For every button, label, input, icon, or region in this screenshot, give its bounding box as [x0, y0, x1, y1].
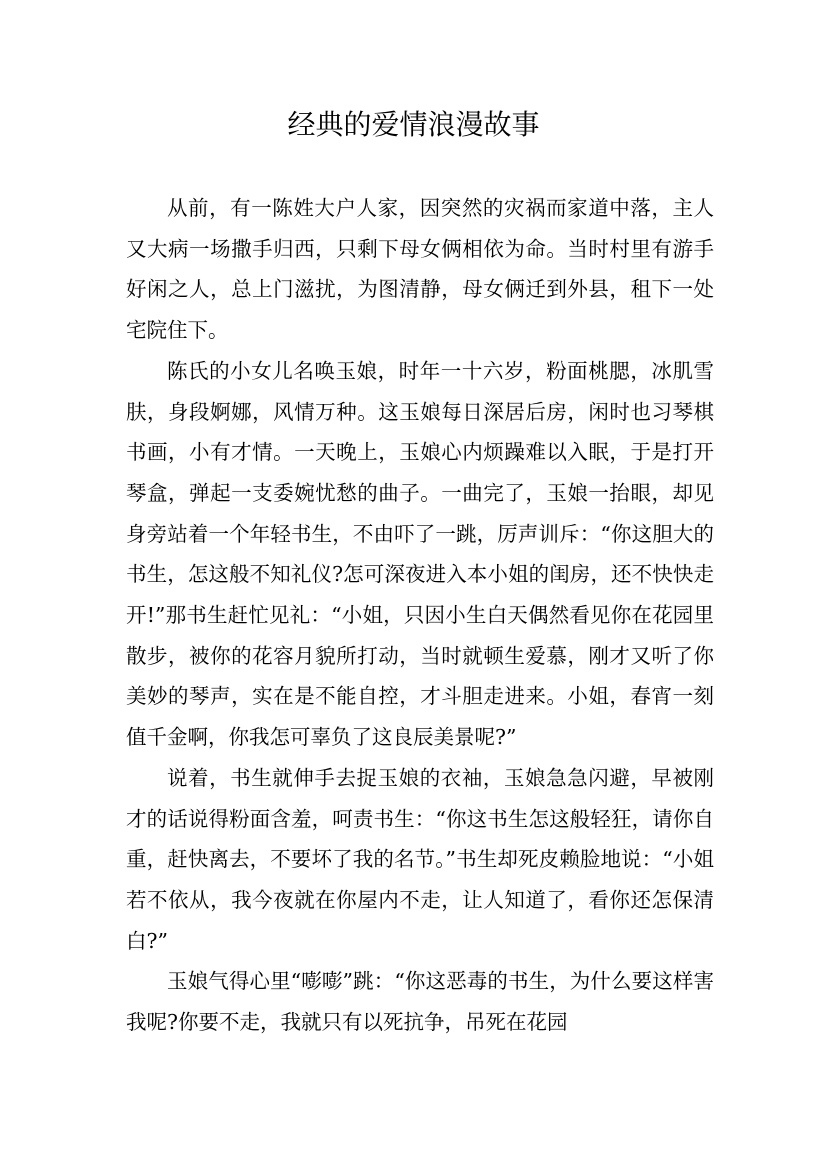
- document-title: 经典的爱情浪漫故事: [287, 108, 540, 141]
- paragraph-1: 从前，有一陈姓大户人家，因突然的灾祸而家道中落，主人又大病一场撒手归西，只剩下母女俩相依为命。当时村里有游手好闲之人，总上门滋扰，为图清静，母女俩迁到外县，租下一处宅院住下。: [126, 196, 714, 343]
- paragraph-4: 玉娘气得心里“嘭嘭”跳：“你这恶毒的书生，为什么要这样害我呢?你要不走，我就只有以死抗争，吊死在花园: [126, 969, 714, 1035]
- document-body: [126, 188, 714, 1043]
- paragraph-3: 说着，书生就伸手去捉玉娘的衣袖，玉娘急急闪避，早被刚才的话说得粉面含羞，呵责书生：“你这书生怎这般轻狂，请你自重，赶快离去，不要坏了我的名节。”书生却死皮赖脸地说：“小姐若不依从，我今夜就在你屋内不走，让人知道了，看你还怎保清白?”: [126, 765, 714, 953]
- paragraph-2: 陈氏的小女儿名唤玉娘，时年一十六岁，粉面桃腮，冰肌雪肤，身段婀娜，风情万种。这玉娘每日深居后房，闲时也习琴棋书画，小有才情。一天晚上，玉娘心内烦躁难以入眠，于是打开琴盒，弹起一支委婉忧愁的曲子。一曲完了，玉娘一抬眼，却见身旁站着一个年轻书生，不由吓了一跳，厉声训斥：“你这胆大的书生，怎这般不知礼仪?怎可深夜进入本小姐的闺房，还不快快走开!”那书生赶忙见礼：“小姐，只因小生白天偶然看见你在花园里散步，被你的花容月貌所打动，当时就顿生爱慕，刚才又听了你美妙的琴声，实在是不能自控，才斗胆走进来。小姐，春宵一刻值千金啊，你我怎可辜负了这良辰美景呢?”: [126, 358, 714, 750]
